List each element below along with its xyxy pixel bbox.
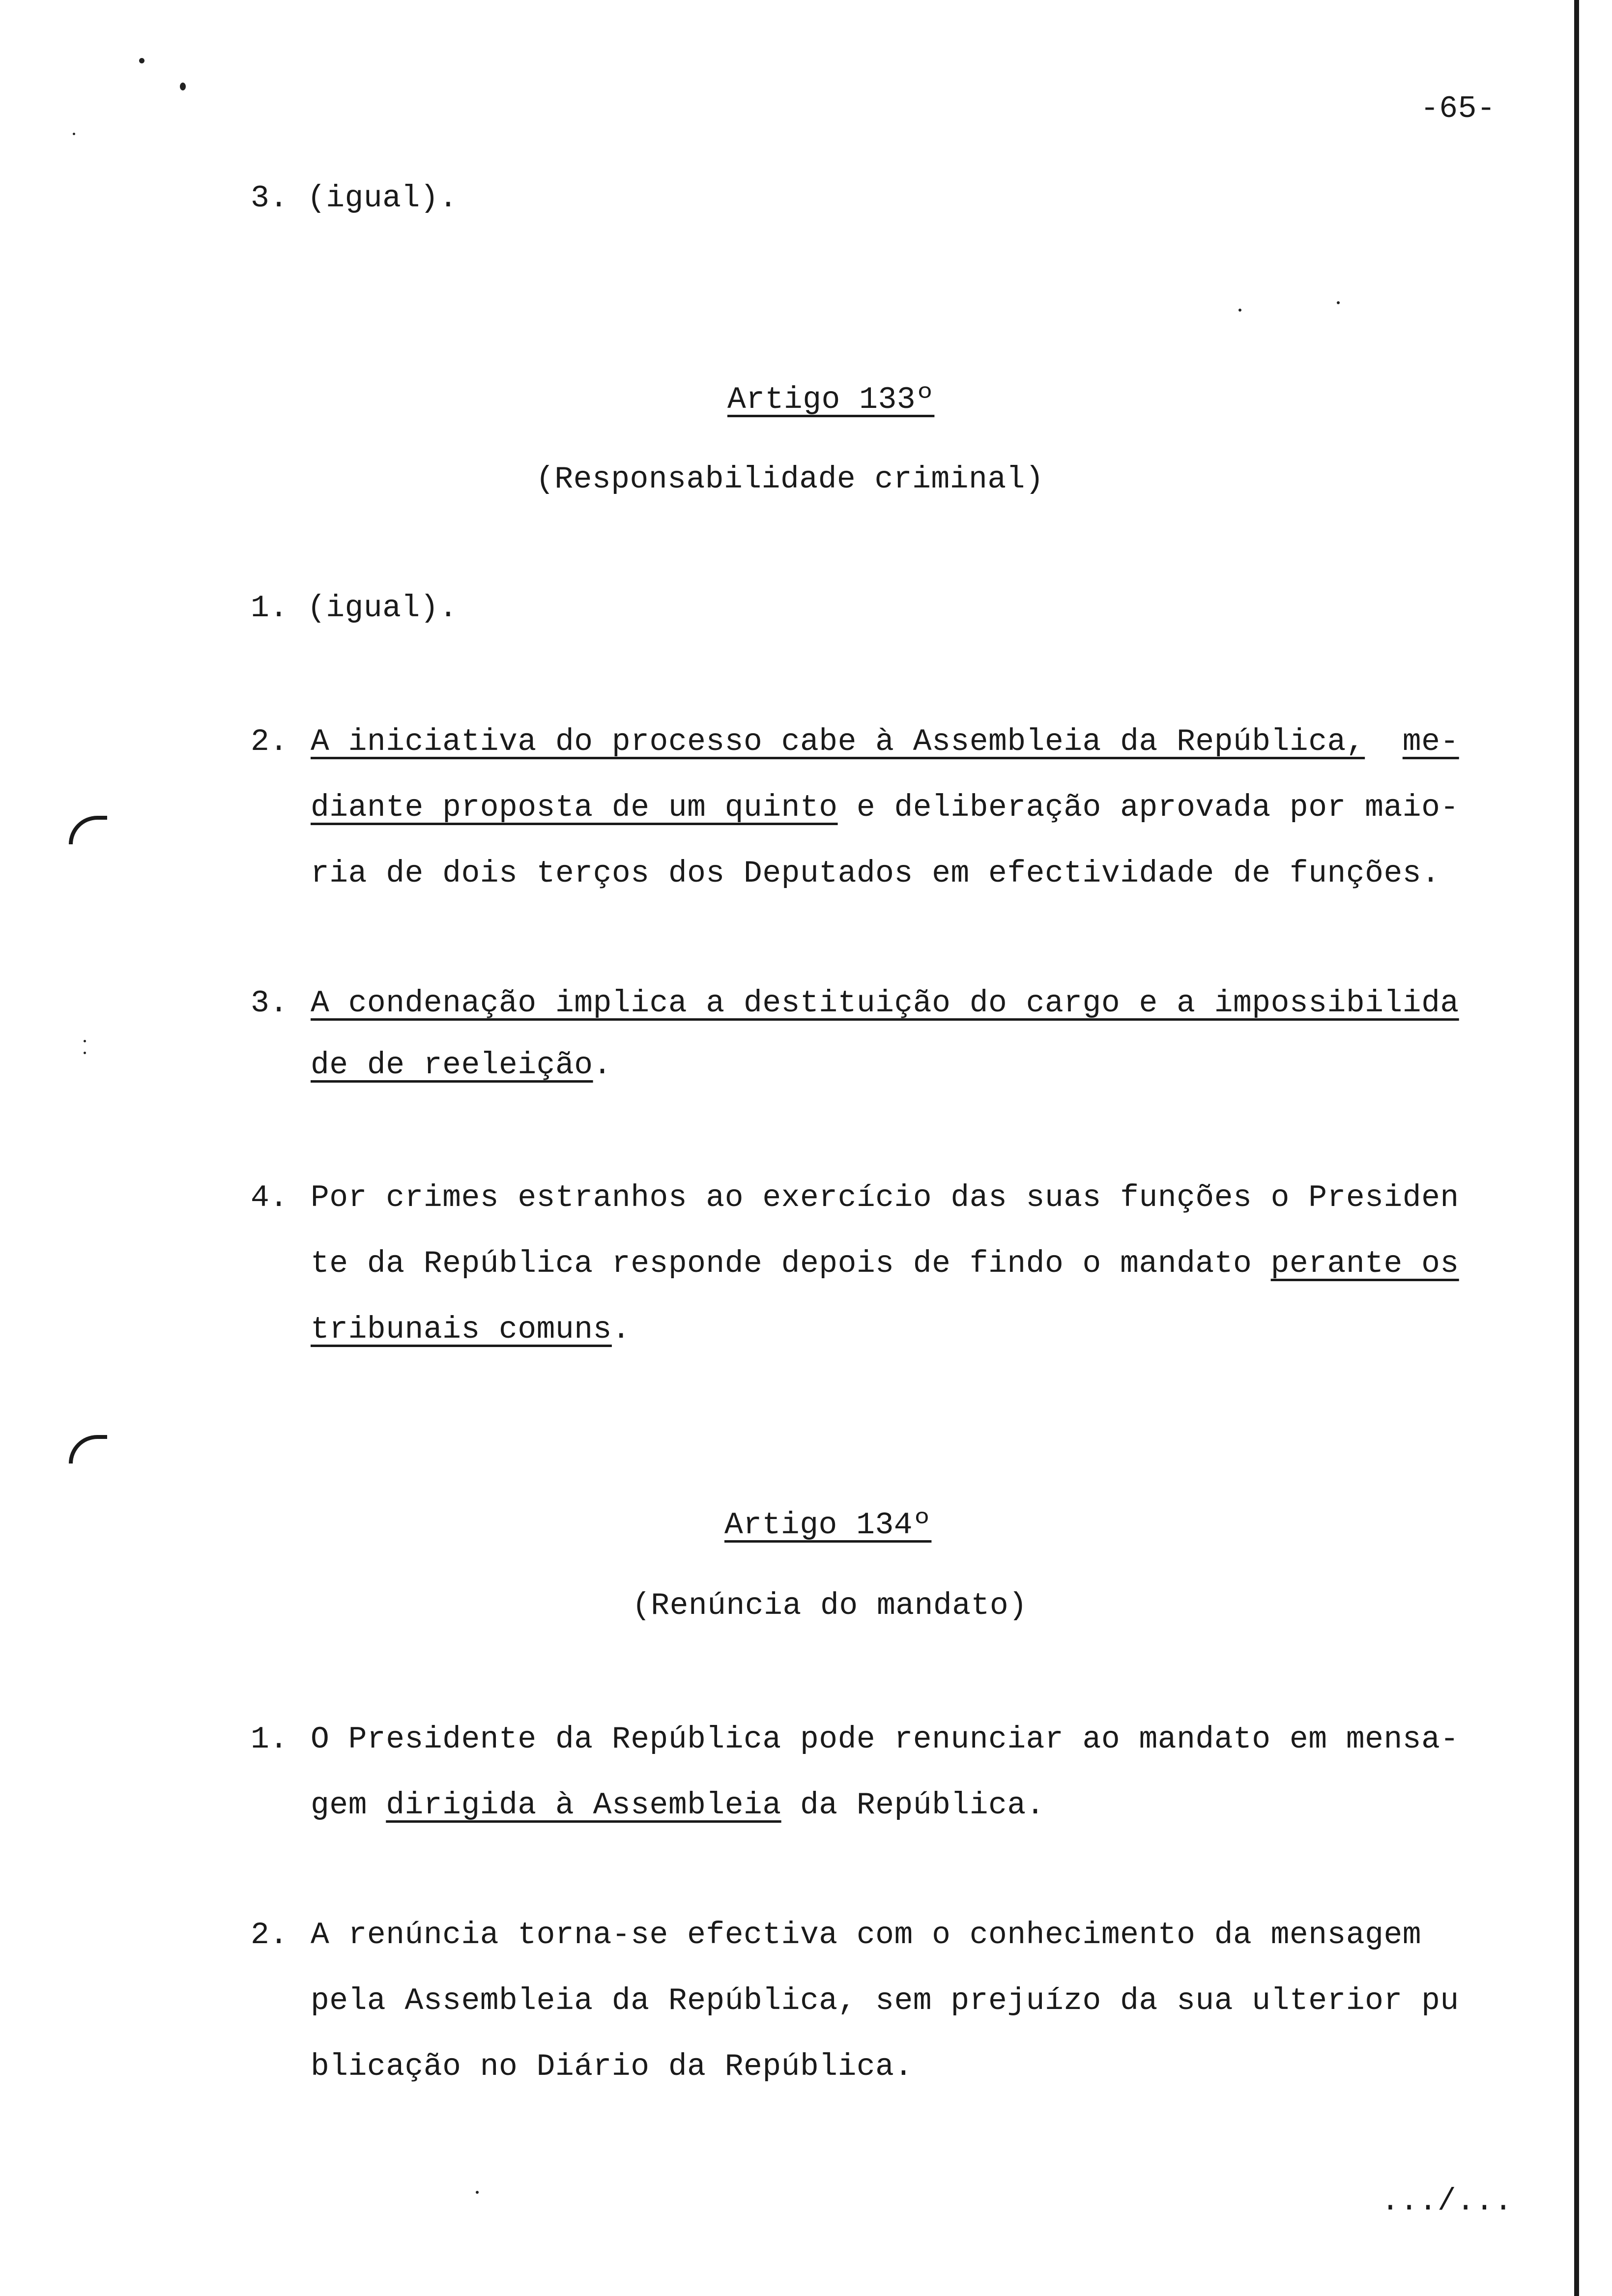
article-134-item-1-line-1: O Presidente da República pode renunciar ao mandato em mensa-: [311, 1722, 1459, 1757]
page-edge-rule: [1574, 0, 1579, 2296]
article-134-item-2-line-2: pela Assembleia da República, sem prejuízo da sua ulterior pu: [311, 1983, 1459, 2018]
text-run: da República.: [781, 1788, 1045, 1823]
article-133-item-4-line-2: [311, 1248, 1459, 1279]
text-run: .: [611, 1312, 631, 1347]
page-number: -65-: [1420, 91, 1496, 126]
text-run: gem: [311, 1788, 386, 1823]
article-134-item-1-num: 1.: [251, 1722, 288, 1757]
article-133-item-2-line-1: [311, 726, 1459, 757]
article-134-heading: Artigo 134º: [724, 1508, 932, 1543]
article-133-item-3-line-1: A condenação implica a destituição do cargo e a impossibilida: [311, 986, 1459, 1021]
article-133-heading: Artigo 133º: [727, 382, 935, 417]
article-133-item-2-num: 2.: [251, 724, 288, 759]
scan-speck: [476, 2191, 479, 2194]
text-run: te da República responde depois de findo o mandato: [311, 1246, 1271, 1281]
underlined-text: perante os: [1270, 1246, 1459, 1281]
article-134-item-2-num: 2.: [251, 1918, 288, 1952]
scan-speck: [180, 83, 186, 90]
article-134-subtitle: (Renúncia do mandato): [632, 1588, 1028, 1623]
article-133-subtitle: (Responsabilidade criminal): [536, 462, 1044, 497]
text-run: e deliberação aprovada por maio-: [837, 790, 1459, 825]
article-133-item-1: 1. (igual).: [251, 591, 458, 626]
underlined-text: diante proposta de um quinto: [311, 790, 838, 825]
continuation-mark: .../...: [1381, 2184, 1513, 2219]
scan-speck: [1238, 309, 1241, 312]
scan-speck: [1337, 301, 1340, 304]
underlined-text: de de reeleição: [311, 1048, 593, 1083]
scan-speck: [84, 1040, 86, 1042]
scan-speck: [139, 58, 144, 63]
article-133-item-2-line-2: [311, 792, 1459, 823]
underlined-text: tribunais comuns: [311, 1312, 612, 1347]
article-133-item-3-line-2: [311, 1050, 612, 1081]
article-134-item-1-line-2: [311, 1790, 1045, 1821]
article-133-item-4-line-1: Por crimes estranhos ao exercício das suas funções o Presiden: [311, 1180, 1459, 1215]
margin-bracket-mark: [69, 816, 107, 844]
article-134-item-2-line-3: blicação no Diário da República.: [311, 2049, 913, 2084]
preamble-item: 3. (igual).: [251, 181, 458, 216]
underlined-text: A iniciativa do processo cabe à Assembleia da República,: [311, 724, 1365, 759]
text-run: .: [593, 1048, 612, 1083]
article-133-item-2-line-3: ria de dois terços dos Deputados em efectividade de funções.: [311, 856, 1440, 891]
text-gap: [1365, 724, 1403, 759]
article-133-item-3-num: 3.: [251, 986, 288, 1021]
margin-bracket-mark: [69, 1435, 107, 1464]
underlined-text: me-: [1402, 724, 1459, 759]
article-134-item-2-line-1: A renúncia torna-se efectiva com o conhecimento da mensagem: [311, 1918, 1422, 1952]
scan-speck: [73, 133, 75, 135]
scan-speck: [84, 1052, 86, 1054]
article-133-item-4-num: 4.: [251, 1180, 288, 1215]
article-133-item-4-line-3: [311, 1314, 631, 1345]
underlined-text: dirigida à Assembleia: [386, 1788, 781, 1823]
